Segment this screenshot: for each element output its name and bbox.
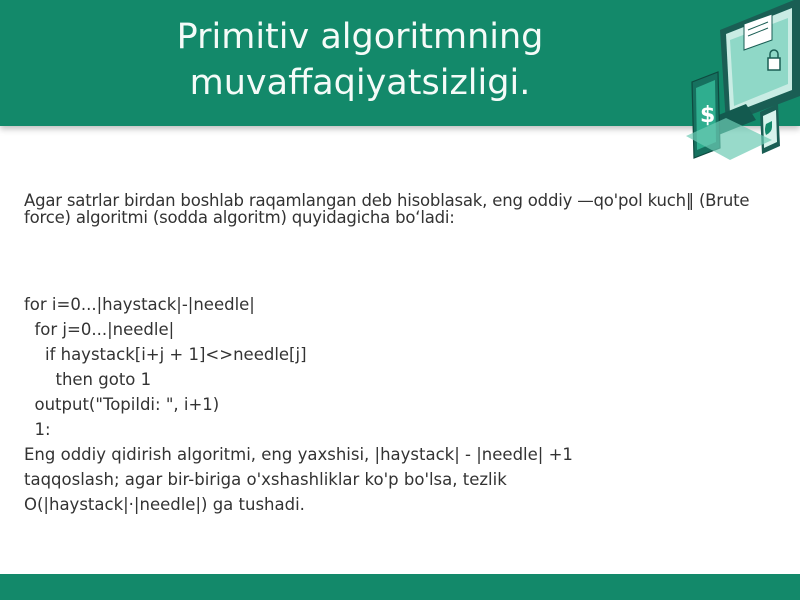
code-line: then goto 1 (24, 370, 152, 389)
code-line: 1: (24, 420, 51, 439)
description-line: Eng oddiy qidirish algoritmi, eng yaxshisi, |haystack| - |needle| +1 (24, 445, 573, 464)
code-line: for j=0...|needle| (24, 320, 175, 339)
slide-body (24, 192, 764, 517)
computer-security-illustration-icon (686, 0, 800, 162)
slide-title-line-1: Primitiv algoritmning (176, 17, 544, 57)
slide-title-line-2: muvaffaqiyatsizligi. (189, 63, 531, 103)
code-line: output("Topildi: ", i+1) (24, 395, 220, 414)
slide-title (110, 14, 610, 106)
description-line: O(|haystack|·|needle|) ga tushadi. (24, 495, 305, 514)
description-line: taqqoslash; agar bir-biriga o'xshashliklar ko'p bo'lsa, tezlik (24, 470, 507, 489)
slide-footer-bar (0, 574, 800, 600)
slide-header (0, 0, 800, 126)
code-line: if haystack[i+j + 1]<>needle[j] (24, 345, 307, 364)
code-line: for i=0...|haystack|-|needle| (24, 295, 255, 314)
intro-paragraph: Agar satrlar birdan boshlab raqamlangan deb hisoblasak, eng oddiy —qo'pol kuch‖ (Brute force) algoritmi (sodda algoritm) quyidagicha bo‘ladi: (24, 191, 750, 227)
svg-text:$: $ (700, 103, 716, 128)
code-block (24, 292, 764, 517)
